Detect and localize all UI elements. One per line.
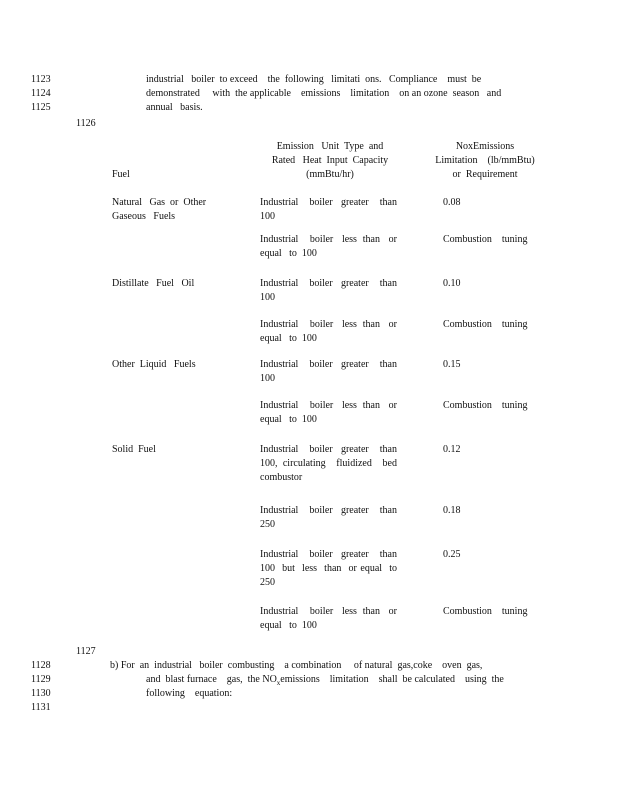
- para-b-line: b) For an industrial boiler combusting a combination of natural gas,coke oven gas,: [110, 660, 483, 671]
- table-cell-limit: 0.12: [443, 444, 461, 455]
- line-number: 1123: [31, 74, 51, 85]
- line-number: 1125: [31, 102, 51, 113]
- table-cell-limit: Combustion tuning: [443, 319, 528, 330]
- table-cell-unit: Industrial boiler less than or equal to 100: [260, 400, 400, 425]
- line-number: 1129: [31, 674, 51, 685]
- line-number: 1130: [31, 688, 51, 699]
- table-cell-limit: 0.08: [443, 197, 461, 208]
- header-limit: [425, 140, 545, 154]
- table-cell-unit: Industrial boiler less than or equal to 100: [260, 606, 400, 631]
- table-cell-limit: 0.18: [443, 505, 461, 516]
- table-cell-limit: 0.15: [443, 359, 461, 370]
- table-cell-limit: Combustion tuning: [443, 234, 528, 245]
- table-cell-fuel: Natural Gas or Other Gaseous Fuels: [112, 197, 209, 222]
- intro-line: demonstrated with the applicable emissions limitation on an ozone season and: [146, 88, 502, 99]
- table-cell-fuel: Solid Fuel: [112, 444, 156, 455]
- table-cell-unit: Industrial boiler less than or equal to 100: [260, 234, 400, 259]
- para-b-line: and blast furnace gas, the $NO_xemissions$ limitation shall be calculated using the: [146, 674, 504, 687]
- header-unit: Rated Heat Input Capacity: [271, 155, 389, 166]
- line-number: 1126: [76, 118, 96, 129]
- line-number: 1131: [31, 702, 51, 713]
- table-cell-limit: Combustion tuning: [443, 606, 528, 617]
- header-unit: (mmBtu/hr): [306, 169, 354, 180]
- header-limit: or Requirement: [452, 169, 518, 180]
- line-number: 1128: [31, 660, 51, 671]
- intro-line: industrial boiler to exceed the following limitati ons. Compliance must be: [146, 74, 482, 85]
- table-cell-fuel: Distillate Fuel Oil: [112, 278, 195, 289]
- header-unit: Emission Unit Type and: [276, 141, 384, 152]
- table-cell-unit: Industrial boiler greater than 100 but less than or equal to 250: [260, 549, 400, 588]
- table-cell-unit: Industrial boiler greater than 100: [260, 197, 400, 222]
- header-limit: Limitation (lb/mmBtu): [435, 155, 535, 166]
- table-cell-unit: Industrial boiler greater than 100, circulating fluidized bed combustor: [260, 444, 400, 483]
- line-number: 1127: [76, 646, 96, 657]
- para-b-line: following equation:: [146, 688, 233, 699]
- line-number: 1124: [31, 88, 51, 99]
- table-cell-limit: 0.25: [443, 549, 461, 560]
- header-limit-text: NoxEmissions: [455, 141, 515, 152]
- table-cell-limit: 0.10: [443, 278, 461, 289]
- table-cell-fuel: Other Liquid Fuels: [112, 359, 196, 370]
- table-cell-unit: Industrial boiler greater than 250: [260, 505, 400, 530]
- table-cell-unit: Industrial boiler less than or equal to 100: [260, 319, 400, 344]
- header-fuel: Fuel: [112, 169, 130, 180]
- table-cell-limit: Combustion tuning: [443, 400, 528, 411]
- table-cell-unit: Industrial boiler greater than 100: [260, 278, 400, 303]
- table-cell-unit: Industrial boiler greater than 100: [260, 359, 400, 384]
- para-b-line2-pre: and blast furnace gas, the NO: [146, 674, 277, 685]
- para-b-line2-post: emissions limitation shall be calculated using the: [280, 674, 504, 685]
- intro-line: annual basis.: [146, 102, 203, 113]
